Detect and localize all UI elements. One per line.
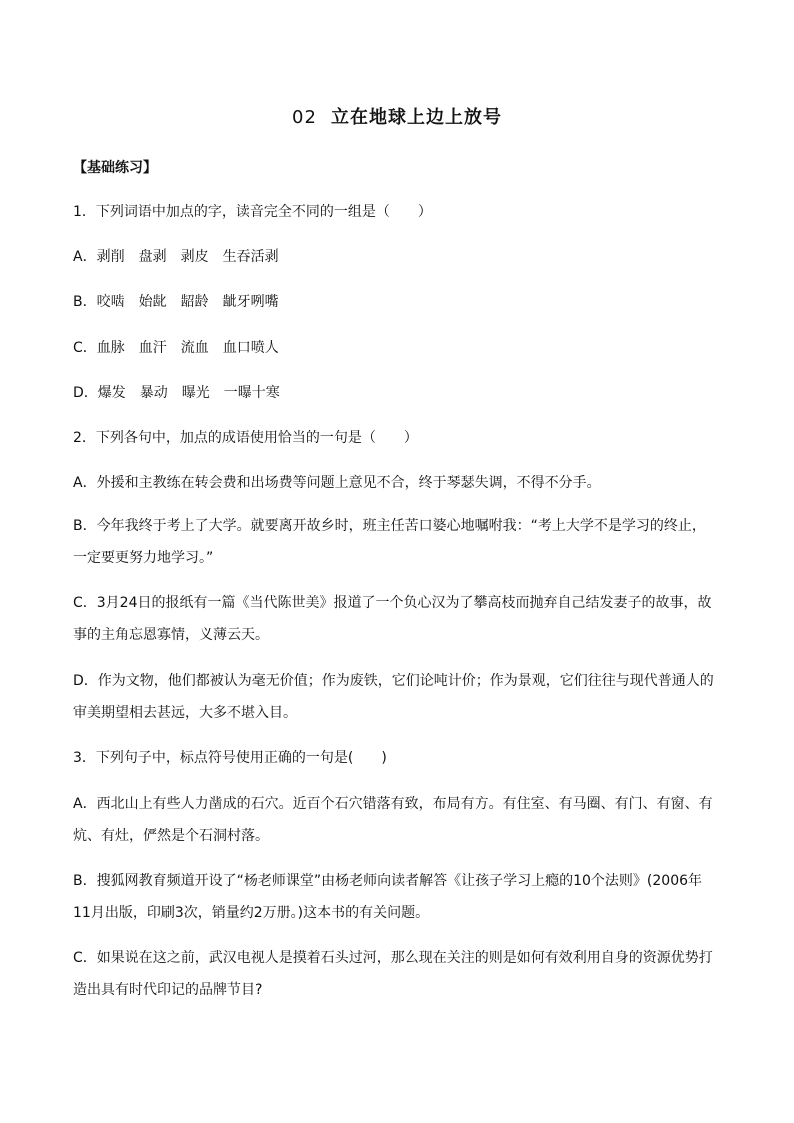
q2-option-a: A．外援和主教练在转会费和出场费等问题上意见不合，终于琴瑟失调，不得不分手。: [73, 475, 601, 491]
q2-option-b-line2: 一定要更努力地学习。”: [73, 550, 214, 566]
option-word: 血脉: [96, 340, 125, 356]
option-word: 剥削: [96, 249, 125, 265]
q3-option-c-line1: C．如果说在这之前，武汉电视人是摸着石头过河，那么现在关注的则是如何有效利用自身的资源优势打: [73, 950, 713, 966]
q1-option-a: [73, 246, 723, 268]
q3-option-c-line2: 造出具有时代印记的品牌节目?: [73, 982, 263, 998]
option-word: 龇牙咧嘴: [222, 294, 279, 310]
q1-option-c: [73, 337, 723, 359]
lesson-title: 立在地球上边上放号: [330, 107, 502, 128]
q2-option-c-line1: C．3月24日的报纸有一篇《当代陈世美》报道了一个负心汉为了攀高枝而抛弃自己结发妻子的故事，故: [73, 595, 712, 611]
option-prefix: A．: [73, 249, 97, 265]
option-word: 流血: [180, 340, 209, 356]
option-word: 暴动: [139, 385, 168, 401]
option-word: 曝光: [181, 385, 210, 401]
option-word: 始龀: [138, 294, 167, 310]
q2-option-d-line2: 审美期望相去甚远，大多不堪入目。: [73, 705, 297, 721]
q1-stem: 1．下列词语中加点的字，读音完全不同的一组是（ ）: [73, 204, 432, 220]
q3-option-b-line1: B．搜狐网教育频道开设了“杨老师课堂”由杨老师向读者解答《让孩子学习上瘾的10个法则》(2006年: [73, 873, 703, 889]
q3-option-a-line2: 炕、有灶，俨然是个石洞村落。: [73, 828, 269, 844]
q3-option-b-line2: 11月出版，印刷3次，销量约2万册。)这本书的有关问题。: [73, 905, 430, 921]
q3-option-a-line1: A．西北山上有些人力凿成的石穴。近百个石穴错落有致，布局有方。有住室、有马圈、有门、有窗、有: [73, 796, 713, 812]
option-word: 盘剥: [138, 249, 167, 265]
option-word: 龆龄: [180, 294, 209, 310]
option-word: 剥皮: [180, 249, 209, 265]
q2-stem: 2．下列各句中，加点的成语使用恰当的一句是（ ）: [73, 430, 418, 446]
q2-option-d-line1: D．作为文物，他们都被认为毫无价值；作为废铁，它们论吨计价；作为景观，它们往往与现代普通人的: [73, 673, 714, 689]
option-word: 生吞活剥: [222, 249, 279, 265]
option-word: 一曝十寒: [223, 385, 280, 401]
option-prefix: B．: [73, 294, 97, 310]
option-prefix: D．: [73, 385, 98, 401]
q3-stem: 3．下列句子中，标点符号使用正确的一句是( ): [73, 750, 387, 766]
option-word: 血口喷人: [222, 340, 279, 356]
page-title: [0, 103, 794, 129]
q1-option-b: [73, 291, 723, 313]
q1-option-d: [73, 382, 723, 404]
option-word: 血汗: [138, 340, 167, 356]
section-heading: 【基础练习】: [73, 160, 157, 176]
lesson-number: 02: [292, 107, 317, 128]
q2-option-b-line1: B．今年我终于考上了大学。就要离开故乡时，班主任苦口婆心地嘱咐我：“考上大学不是学习的终止，: [73, 518, 706, 534]
option-word: 咬啮: [96, 294, 125, 310]
q2-option-c-line2: 事的主角忘恩寡情，义薄云天。: [73, 627, 269, 643]
option-word: 爆发: [97, 385, 126, 401]
option-prefix: C．: [73, 340, 97, 356]
